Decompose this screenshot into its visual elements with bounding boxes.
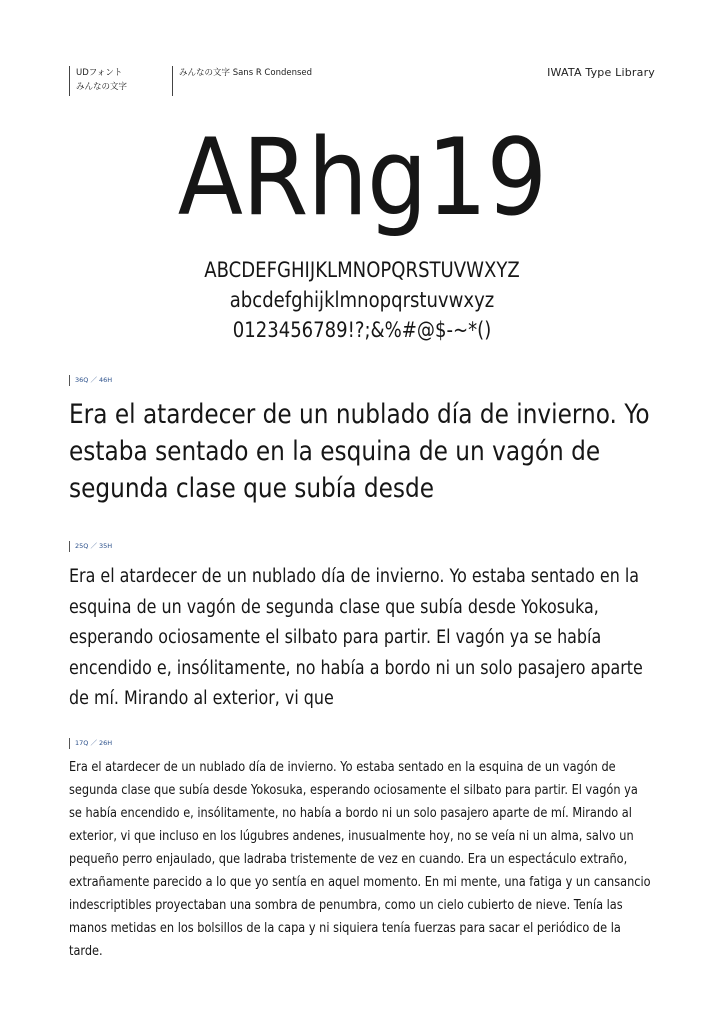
sample-text-small: Era el atardecer de un nublado día de invierno. Yo estaba sentado en la esquina de un vagón de segunda clase que subía desde Yokosuka, esperando ociosamente el silbato para partir. El vagón ya se había encendido e, insólitamente, no había a bordo ni un solo pasajero aparte de mí. Mirando al exterior, vi que incluso en los lúgubres andenes, inusualmente hoy, no se veía ni un alma, salvo un pequeño perro enjaulado, que ladraba tristemente de vez en cuando. Era un espectáculo extraño, extrañamente parecido a lo que yo sentía en aquel momento. En mi mente, una fatiga y un cansancio indescriptibles proyectaban una sombra de penumbra, como un cielo cubierto de nieve. Tenía las manos metidas en los bolsillos de la capa y ni siquiera tenía fuerzas para sacar el periódico de la tarde.: [69, 760, 651, 959]
brand-name: IWATA Type Library: [547, 66, 655, 79]
sample-text-medium: Era el atardecer de un nublado día de invierno. Yo estaba sentado en la esquina de un vagón de segunda clase que subía desde Yokosuka, esperando ociosamente el silbato para partir. El vagón ya se había encendido e, insólitamente, no había a bordo ni un solo pasajero aparte de mí. Mirando al exterior, vi que: [69, 566, 643, 709]
digits-symbols-specimen: 0123456789!?;&%#@$-~*(): [232, 318, 492, 342]
category-line-2: みんなの文字: [76, 82, 128, 92]
sample-text-large: Era el atardecer de un nublado día de invierno. Yo estaba sentado en la esquina de un vagón de segunda clase que subía desde: [69, 399, 650, 504]
font-name-label: [172, 66, 312, 96]
lowercase-specimen: abcdefghijklmnopqrstuvwxyz: [229, 288, 495, 312]
category-line-1: UDフォント: [76, 68, 123, 78]
size-label-large: 36Q ／ 46H: [69, 375, 112, 386]
hero-specimen: ARhg19: [177, 116, 547, 239]
size-label-small: 17Q ／ 26H: [69, 738, 112, 749]
size-label-medium: 25Q ／ 35H: [69, 541, 112, 552]
category-label: [69, 66, 127, 96]
font-name: みんなの文字 Sans R Condensed: [179, 68, 313, 78]
uppercase-specimen: ABCDEFGHIJKLMNOPQRSTUVWXYZ: [204, 258, 520, 282]
